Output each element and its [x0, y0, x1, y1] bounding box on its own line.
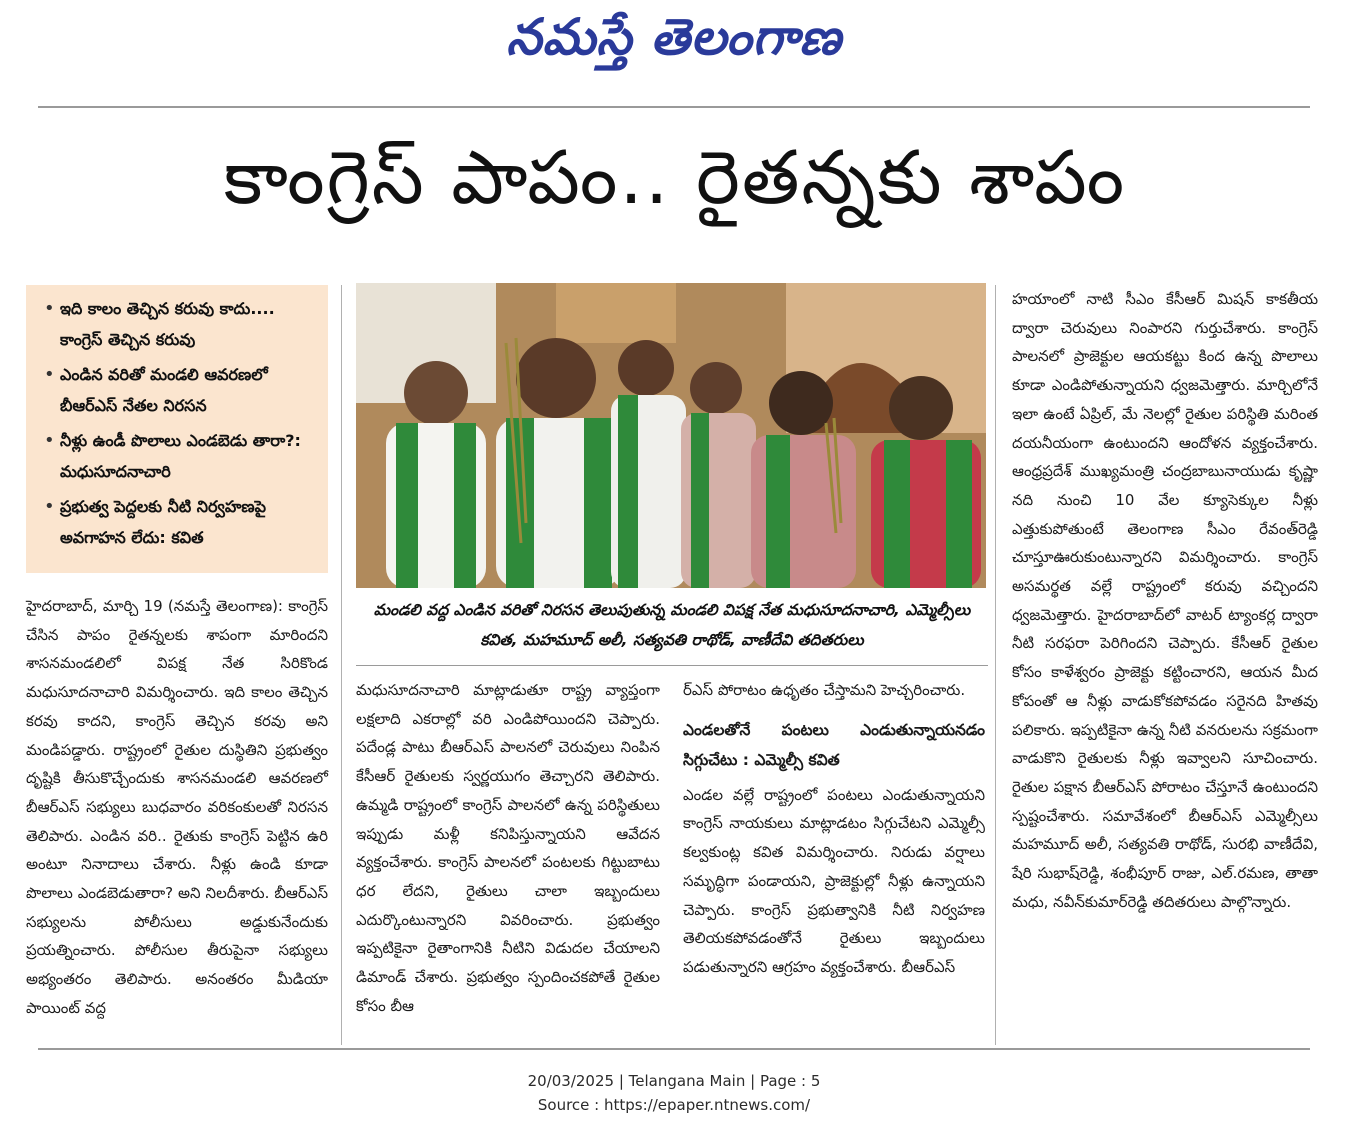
column-divider — [995, 285, 996, 1045]
bullet-icon: • — [44, 496, 55, 517]
masthead-logo: నమస్తే తెలంగాణ — [506, 8, 842, 66]
footer-divider — [38, 1048, 1310, 1050]
highlight-item: • ప్రభుత్వ పెద్దలకు నీటి నిర్వహణపై అవగాహన లేదు: కవిత — [44, 491, 320, 553]
footer-source: Source : https://epaper.ntnews.com/ — [537, 1096, 811, 1114]
article-column-4: హయాంలో నాటి సీఎం కేసీఆర్ మిషన్ కాకతీయ ద్వారా చెరువులు నింపారని గుర్తుచేశారు. కాంగ్రెస్ పాలనలో ప్రాజెక్టుల ఆయకట్టు కింద ఉన్న పొలాలు కూడా ఎండిపోతున్నాయని ధ్వజమెత్తారు. మార్చిలోనే ఇలా ఉంటే ఏప్రిల్, మే నెలల్లో రైతుల పరిస్థితి మరింత దయనీయంగా ఉంటుందని ఆందోళన వ్యక్తంచేశారు. ఆంధ్రప్రదేశ్ ముఖ్యమంత్రి చంద్రబాబునాయుడు కృష్ణా నది నుంచి 10 వేల క్యూసెక్కుల నీళ్లు ఎత్తుకుపోతుంటే తెలంగాణ సీఎం రేవంత్‌రెడ్డి చూస్తూఊరుకుంటున్నారని విమర్శించారు. కాంగ్రెస్ అసమర్థత వల్లే రాష్ట్రంలో కరువు వచ్చిందని ధ్వజమెత్తారు. హైదరాబాద్‌లో వాటర్ ట్యాంకర్ల ద్వారా నీటి సరఫరా పెరిగిందని చెప్పారు. కేసీఆర్ రైతుల కోసం కాళేశ్వరం ప్రాజెక్టు కట్టించారని, ఆయన మీద కోపంతో ఆ నీళ్లు వాడుకోకపోవడం సరైనది హితవు పలికారు. ఇప్పటికైనా ఉన్న నీటి వనరులను సక్రమంగా వాడుకొని రైతులకు నీళ్లు ఇవ్వాలని సూచించారు. రైతుల పక్షాన బీఆర్ఎస్ పోరాటం చేస్తూనే ఉంటుందని స్పష్టంచేశారు. సమావేశంలో బీఆర్ఎస్ ఎమ్మెల్సీలు మహమూద్ అలీ, సత్యవతి రాథోడ్, సురభి వాణీదేవి, షేరి సుభాష్‌రెడ్డి, శంభీపూర్ రాజు, ఎల్.రమణ, తాతా మధు, నవీన్‌కుమార్‌రెడ్డి తదితరులు పాల్గొన్నారు. — [1012, 290, 1318, 911]
footer-date-edition: 20/03/2025 | Telangana Main | Page : 5 — [527, 1072, 821, 1090]
news-photo — [356, 283, 986, 588]
photo-caption: మండలి వద్ద ఎండిన వరితో నిరసన తెలుపుతున్న మండలి విపక్ష నేత మధుసూదనాచారి, ఎమ్మెల్సీలు కవిత, మహమూద్ అలీ, సత్యవతి రాథోడ్, వాణీదేవి తదితరులు — [373, 601, 971, 649]
bullet-icon: • — [44, 364, 55, 385]
bullet-icon: • — [44, 430, 55, 451]
column-divider — [341, 285, 342, 1045]
highlights-box — [26, 285, 328, 573]
masthead-divider — [38, 106, 1310, 108]
subheading: ఎండలతోనే పంటలు ఎండుతున్నాయనడం సిగ్గుచేటు : ఎమ్మెల్సీ కవిత — [683, 720, 985, 769]
highlight-item: • నీళ్లు ఉండీ పొలాలు ఎండబెడు తారా?: మధుసూదనాచారి — [44, 425, 320, 487]
protest-photo-illustration — [356, 283, 986, 588]
caption-divider — [356, 665, 988, 666]
highlight-item: • ఇది కాలం తెచ్చిన కరువు కాదు.... కాంగ్రెస్ తెచ్చిన కరువు — [44, 293, 320, 355]
article-column-1: హైదరాబాద్, మార్చి 19 (నమస్తే తెలంగాణ): కాంగ్రెస్ చేసిన పాపం రైతన్నలకు శాపంగా మారిందని శాసనమండలిలో విపక్ష నేత సిరికొండ మధుసూదనాచారి విమర్శించారు. ఇది కాలం తెచ్చిన కరవు కాదని, కాంగ్రెస్ తెచ్చిన కరవు అని మండిపడ్డారు. రాష్ట్రంలో రైతుల దుస్థితిని ప్రభుత్వం దృష్టికి తీసుకొచ్చేందుకు శాసనమండలి ఆవరణలో బీఆర్ఎస్ సభ్యులు బుధవారం వరికంకులతో నిరసన తెలిపారు. ఎండిన వరి.. రైతుకు కాంగ్రెస్ పెట్టిన ఉరి అంటూ నినాదాలు చేశారు. నీళ్లు ఉండి కూడా పొలాలు ఎండబెడుతారా? అని నిలదీశారు. బీఆర్ఎస్ సభ్యులను పోలీసులు అడ్డుకునేందుకు ప్రయత్నించారు. పోలీసుల తీరుపైనా సభ్యులు అభ్యంతరం తెలిపారు. అనంతరం మీడియా పాయింట్ వద్ద — [26, 597, 328, 1017]
headline: కాంగ్రెస్ పాపం.. రైతన్నకు శాపం — [223, 135, 1127, 221]
article-column-2: మధుసూదనాచారి మాట్లాడుతూ రాష్ట్ర వ్యాప్తంగా లక్షలాది ఎకరాల్లో వరి ఎండిపోయిందని చెప్పారు. పదేండ్ల పాటు బీఆర్ఎస్ పాలనలో చెరువులు నింపిన కేసీఆర్ రైతులకు స్వర్ణయుగం తెచ్చారని తెలిపారు. ఉమ్మడి రాష్ట్రంలో కాంగ్రెస్ పాలనలో ఉన్న పరిస్థితులు ఇప్పుడు మళ్లీ కనిపిస్తున్నాయని ఆవేదన వ్యక్తంచేశారు. కాంగ్రెస్ పాలనలో పంటలకు గిట్టుబాటు ధర లేదని, రైతులు చాలా ఇబ్బందులు ఎదుర్కొంటున్నారని వివరించారు. ప్రభుత్వం ఇప్పటికైనా రైతాంగానికి నీటిని విడుదల చేయాలని డిమాండ్ చేశారు. ప్రభుత్వం స్పందించకపోతే రైతుల కోసం బీఆ — [356, 681, 660, 1015]
bullet-icon: • — [44, 298, 55, 319]
highlight-item: • ఎండిన వరితో మండలి ఆవరణలో బీఆర్ఎస్ నేతల నిరసన — [44, 359, 320, 421]
article-column-3: ర్ఎస్ పోరాటం ఉధృతం చేస్తామని హెచ్చరించారు. ఎండలతోనే పంటలు ఎండుతున్నాయనడం సిగ్గుచేటు : ఎమ్మెల్సీ కవిత ఎండల వల్లే రాష్ట్రంలో పంటలు ఎండుతున్నాయని కాంగ్రెస్ నాయకులు మాట్లాడటం సిగ్గుచేటని ఎమ్మెల్సీ కల్వకుంట్ల కవిత విమర్శించారు. నిరుడు వర్షాలు సమృద్ధిగా పండాయని, ప్రాజెక్టుల్లో నీళ్లు ఉన్నాయని చెప్పారు. కాంగ్రెస్ ప్రభుత్వానికి నీటి నిర్వహణ తెలియకపోవడంతోనే రైతులు ఇబ్బందులు పడుతున్నారని ఆగ్రహం వ్యక్తంచేశారు. బీఆర్ఎస్ — [683, 681, 985, 976]
